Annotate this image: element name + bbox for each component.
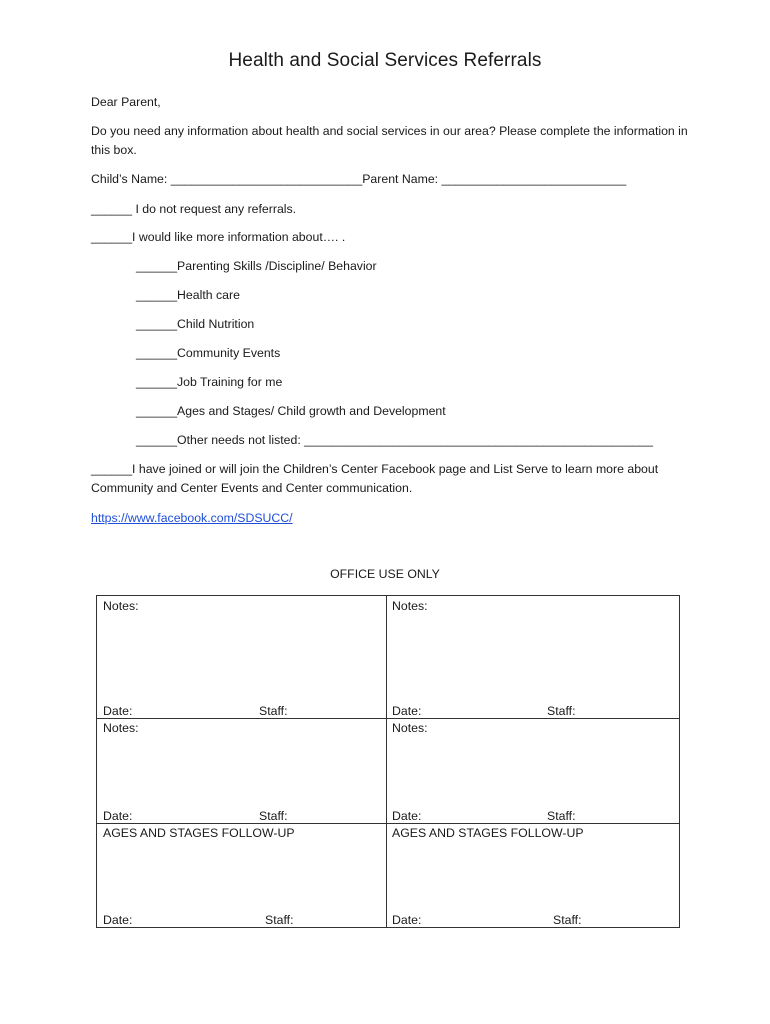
more-info-option[interactable]: ______I would like more information about…. .: [91, 230, 346, 244]
office-cell-notes[interactable]: [97, 718, 386, 823]
option-job-training[interactable]: ______Job Training for me: [136, 375, 283, 389]
cell-staff-label: Staff:: [265, 913, 294, 927]
cell-heading: Notes:: [392, 721, 428, 735]
cell-date-label: Date:: [392, 809, 422, 823]
cell-staff-label: Staff:: [259, 809, 288, 823]
office-use-table: [96, 595, 680, 928]
cell-date-label: Date:: [103, 809, 133, 823]
page-title: Health and Social Services Referrals: [228, 50, 542, 71]
option-child-nutrition[interactable]: ______Child Nutrition: [136, 317, 255, 331]
no-referrals-option[interactable]: ______ I do not request any referrals.: [91, 202, 297, 216]
office-cell-ages-stages[interactable]: [386, 823, 679, 927]
option-other-needs[interactable]: ______Other needs not listed: ___________________________________________________: [136, 433, 653, 447]
office-use-title: OFFICE USE ONLY: [330, 567, 440, 581]
office-cell-notes[interactable]: [386, 596, 679, 718]
cell-date-label: Date:: [392, 704, 422, 718]
option-health-care[interactable]: ______Health care: [136, 288, 240, 302]
cell-heading: AGES AND STAGES FOLLOW-UP: [392, 826, 584, 840]
cell-heading: Notes:: [103, 599, 139, 613]
greeting: Dear Parent,: [91, 95, 161, 109]
cell-staff-label: Staff:: [259, 704, 288, 718]
office-cell-ages-stages[interactable]: [97, 823, 386, 927]
option-community-events[interactable]: ______Community Events: [136, 346, 281, 360]
cell-date-label: Date:: [103, 704, 133, 718]
intro-paragraph: Do you need any information about health and social services in our area? Please complete the information in this box.: [91, 124, 688, 157]
cell-date-label: Date:: [392, 913, 422, 927]
office-cell-notes[interactable]: [386, 718, 679, 823]
cell-heading: Notes:: [392, 599, 428, 613]
cell-staff-label: Staff:: [553, 913, 582, 927]
cell-heading: Notes:: [103, 721, 139, 735]
cell-staff-label: Staff:: [547, 704, 576, 718]
option-parenting-skills[interactable]: ______Parenting Skills /Discipline/ Behavior: [136, 259, 377, 273]
facebook-link[interactable]: https://www.facebook.com/SDSUCC/: [91, 511, 293, 525]
office-cell-notes[interactable]: [97, 596, 386, 718]
cell-staff-label: Staff:: [547, 809, 576, 823]
cell-heading: AGES AND STAGES FOLLOW-UP: [103, 826, 295, 840]
facebook-join-option[interactable]: ______I have joined or will join the Children’s Center Facebook page and List Serve to learn more about Community and Center Events and Center communication.: [91, 462, 659, 495]
names-field-line[interactable]: Child’s Name: ____________________________Parent Name: ___________________________: [91, 172, 627, 186]
option-ages-and-stages[interactable]: ______Ages and Stages/ Child growth and Development: [136, 404, 446, 418]
cell-date-label: Date:: [103, 913, 133, 927]
